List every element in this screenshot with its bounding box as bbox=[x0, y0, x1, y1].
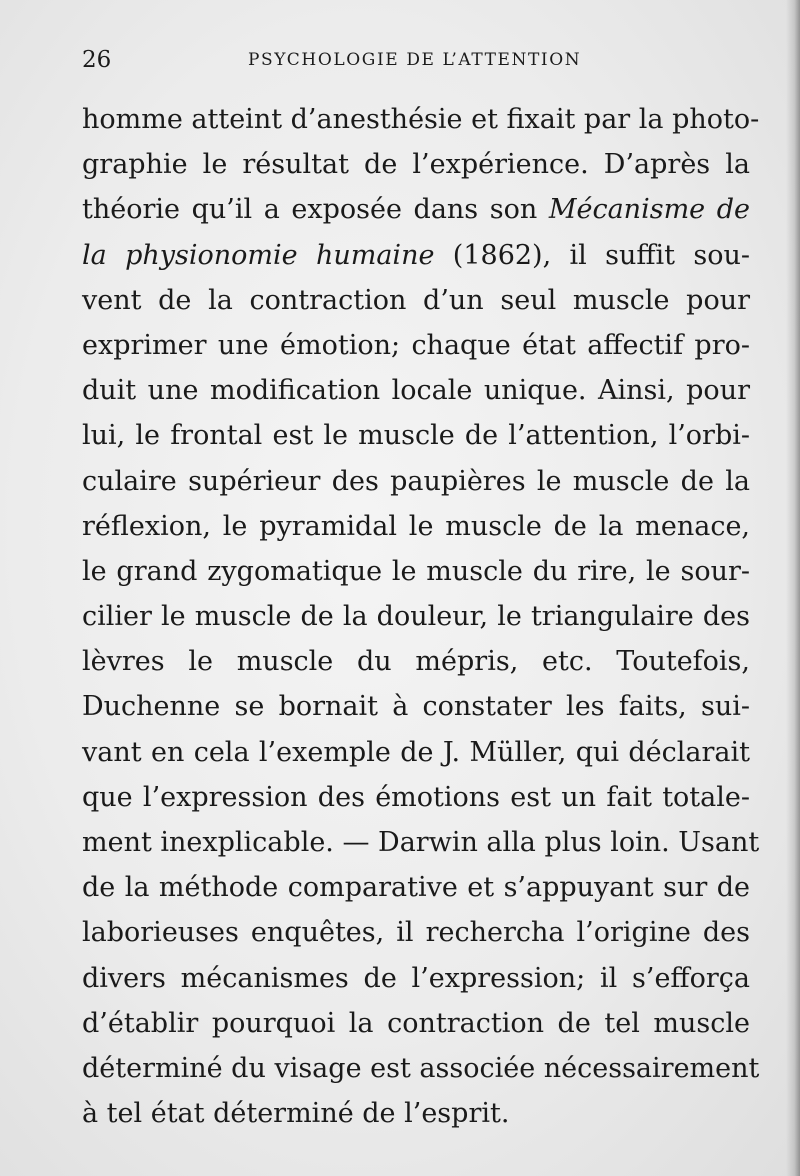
line-text: le grand zygomatique le muscle du rire, le sour- bbox=[82, 555, 750, 587]
line-text: à tel état déterminé de l’esprit. bbox=[82, 1098, 510, 1130]
line-text: Duchenne se bornait à constater les faits, sui- bbox=[82, 691, 750, 723]
line-text: divers mécanismes de l’expression; il s’efforça bbox=[82, 962, 750, 994]
text-line bbox=[82, 368, 750, 413]
text-line bbox=[82, 910, 750, 955]
text-line bbox=[82, 1046, 760, 1091]
text-line bbox=[82, 1001, 750, 1046]
running-head bbox=[82, 42, 750, 78]
running-head-title: PSYCHOLOGIE DE L’ATTENTION bbox=[248, 50, 582, 70]
line-text: graphie le résultat de l’expérience. D’après la bbox=[82, 149, 750, 181]
page-number: 26 bbox=[82, 47, 112, 73]
line-text: homme atteint d’anesthésie et fixait par la photo- bbox=[82, 104, 760, 135]
text-line bbox=[82, 142, 750, 187]
line-text: lèvres le muscle du mépris, etc. Toutefois, bbox=[82, 646, 750, 678]
text-line bbox=[82, 187, 750, 232]
text-line bbox=[82, 549, 750, 594]
line-text: vent de la contraction d’un seul muscle pour bbox=[82, 284, 750, 316]
text-line bbox=[82, 1091, 750, 1136]
page-edge-shadow bbox=[786, 0, 800, 1176]
line-text: déterminé du visage est associée nécessairement bbox=[82, 1052, 760, 1084]
italic-title-text: Mécanisme de bbox=[548, 194, 750, 226]
text-line bbox=[82, 233, 750, 278]
text-line bbox=[82, 97, 760, 142]
line-text: exprimer une émotion; chaque état affectif pro- bbox=[82, 329, 750, 361]
line-text: vant en cela l’exemple de J. Müller, qui déclarait bbox=[82, 736, 750, 768]
text-line bbox=[82, 594, 750, 639]
line-text: d’établir pourquoi la contraction de tel muscle bbox=[82, 1007, 750, 1039]
line-text: cilier le muscle de la douleur, le triangulaire des bbox=[82, 601, 750, 633]
line-text: (1862), il suffit sou- bbox=[434, 239, 751, 271]
text-line bbox=[82, 730, 750, 775]
line-text: lui, le frontal est le muscle de l’attention, l’orbi- bbox=[82, 420, 750, 452]
text-line bbox=[82, 413, 750, 458]
line-text: laborieuses enquêtes, il rechercha l’origine des bbox=[82, 917, 750, 949]
text-line bbox=[82, 865, 750, 910]
italic-title-text: la physionomie humaine bbox=[82, 239, 435, 271]
text-line bbox=[82, 278, 750, 323]
body-paragraph bbox=[82, 97, 760, 1136]
text-line bbox=[82, 323, 750, 368]
line-text: culaire supérieur des paupières le muscle de la bbox=[82, 465, 750, 497]
text-line bbox=[82, 820, 760, 865]
text-line bbox=[82, 639, 750, 684]
text-line bbox=[82, 504, 750, 549]
text-line bbox=[82, 459, 750, 504]
line-text: duit une modification locale unique. Ainsi, pour bbox=[82, 375, 750, 407]
line-text: ment inexplicable. — Darwin alla plus loin. Usant bbox=[82, 827, 760, 858]
line-text: théorie qu’il a exposée dans son bbox=[82, 194, 549, 226]
line-text: réflexion, le pyramidal le muscle de la menace, bbox=[82, 510, 750, 542]
text-line bbox=[82, 684, 750, 729]
line-text: de la méthode comparative et s’appuyant sur de bbox=[82, 872, 750, 904]
text-line bbox=[82, 956, 750, 1001]
text-line bbox=[82, 775, 750, 820]
line-text: que l’expression des émotions est un fait totale- bbox=[82, 781, 750, 813]
